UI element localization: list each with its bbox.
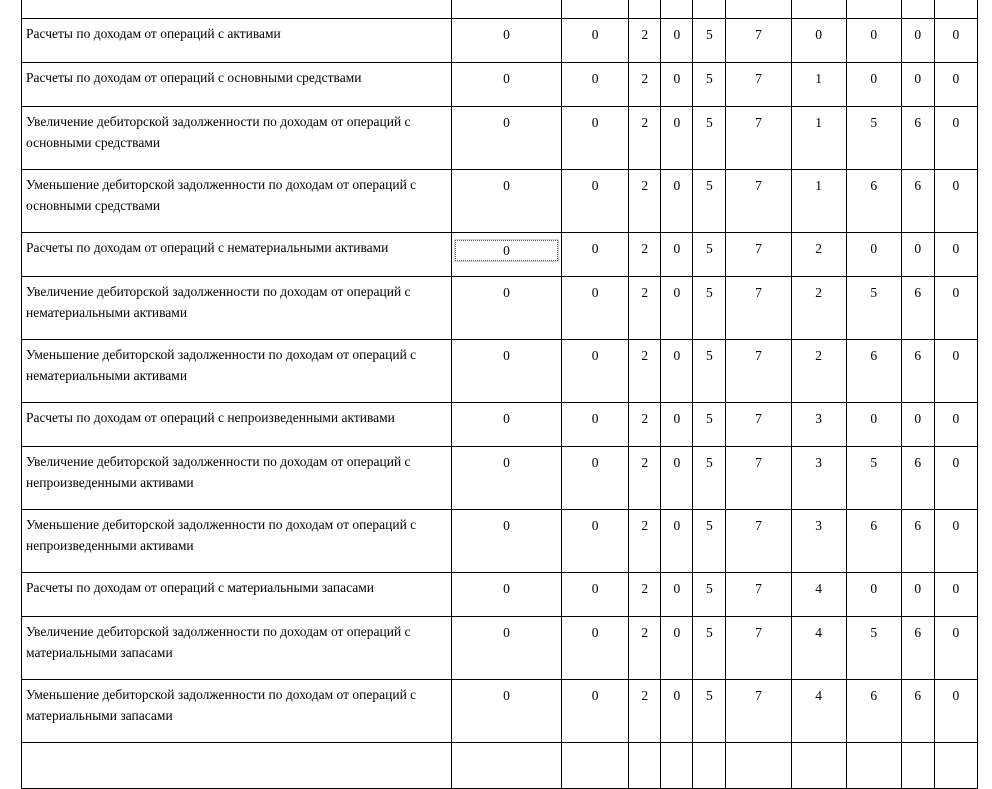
account-code-digit-cell[interactable]: 5 xyxy=(846,277,901,340)
account-name-cell[interactable]: Расчеты по доходам от операций с активами xyxy=(22,19,452,63)
account-code-digit-cell[interactable]: 7 xyxy=(726,617,791,680)
account-code-digit-cell[interactable]: 2 xyxy=(629,447,661,510)
account-name-cell[interactable]: Увеличение дебиторской задолженности по доходам от операций с основными средствами xyxy=(22,107,452,170)
table-row xyxy=(22,277,978,340)
account-code-digit-cell[interactable]: 0 xyxy=(846,63,901,107)
account-code-digit-cell[interactable]: 5 xyxy=(693,63,726,107)
account-code-digit-cell[interactable]: 5 xyxy=(693,510,726,573)
account-code-digit-cell[interactable]: 7 xyxy=(726,277,791,340)
account-code-digit-cell[interactable]: 0 xyxy=(451,107,561,170)
account-code-digit-cell[interactable]: 0 xyxy=(846,403,901,447)
account-code-digit-cell[interactable]: 7 xyxy=(726,510,791,573)
account-code-digit-cell[interactable]: 2 xyxy=(629,617,661,680)
account-code-digit-cell[interactable]: 0 xyxy=(934,170,977,233)
account-code-digit-cell[interactable]: 0 xyxy=(661,170,693,233)
account-code-digit-cell[interactable] xyxy=(901,0,934,19)
account-code-digit-cell[interactable]: 1 xyxy=(791,170,846,233)
account-code-digit-cell[interactable]: 0 xyxy=(661,340,693,403)
account-code-digit-cell[interactable]: 7 xyxy=(726,573,791,617)
account-code-digit-cell[interactable]: 0 xyxy=(661,447,693,510)
account-code-digit-cell[interactable] xyxy=(629,0,661,19)
account-code-digit-cell[interactable]: 0 xyxy=(934,510,977,573)
account-code-digit-cell[interactable]: 5 xyxy=(693,340,726,403)
account-code-digit-cell[interactable]: 0 xyxy=(901,233,934,277)
account-code-digit-cell[interactable]: 7 xyxy=(726,19,791,63)
account-name-cell[interactable] xyxy=(22,0,452,19)
table-row xyxy=(22,170,978,233)
account-code-digit-cell[interactable]: 0 xyxy=(934,617,977,680)
account-code-digit-cell[interactable]: 0 xyxy=(562,19,629,63)
account-code-digit-cell[interactable]: 6 xyxy=(901,510,934,573)
account-code-digit-cell[interactable]: 2 xyxy=(629,277,661,340)
account-code-digit-cell[interactable]: 5 xyxy=(693,170,726,233)
account-code-digit-cell[interactable] xyxy=(726,743,791,789)
account-code-digit-cell[interactable]: 0 xyxy=(451,19,561,63)
account-code-digit-cell[interactable]: 2 xyxy=(629,510,661,573)
account-code-digit-cell[interactable]: 7 xyxy=(726,447,791,510)
account-code-digit-cell[interactable]: 0 xyxy=(451,680,561,743)
account-code-digit-cell[interactable]: 6 xyxy=(901,617,934,680)
account-code-digit-cell[interactable]: 2 xyxy=(791,277,846,340)
account-code-digit-cell[interactable]: 6 xyxy=(901,277,934,340)
account-code-digit-cell[interactable]: 6 xyxy=(901,170,934,233)
account-code-digit-cell[interactable]: 0 xyxy=(451,63,561,107)
account-code-digit-cell[interactable]: 0 xyxy=(451,510,561,573)
account-code-digit-cell[interactable] xyxy=(451,0,561,19)
account-code-digit-cell[interactable]: 0 xyxy=(451,573,561,617)
account-code-digit-cell[interactable] xyxy=(693,743,726,789)
account-code-digit-cell[interactable]: 0 xyxy=(562,447,629,510)
chart-of-accounts-sheet xyxy=(21,0,978,789)
account-code-digit-cell[interactable]: 5 xyxy=(846,107,901,170)
account-code-digit-cell[interactable]: 0 xyxy=(562,680,629,743)
account-code-digit-cell[interactable]: 0 xyxy=(934,233,977,277)
account-code-digit-cell[interactable]: 0 xyxy=(562,63,629,107)
account-code-digit-cell[interactable]: 2 xyxy=(629,680,661,743)
account-code-digit-cell[interactable]: 3 xyxy=(791,447,846,510)
table-row xyxy=(22,743,978,789)
account-code-digit-cell[interactable]: 6 xyxy=(846,510,901,573)
account-code-digit-cell[interactable] xyxy=(934,743,977,789)
table-row xyxy=(22,233,978,277)
account-code-digit-cell[interactable]: 0 xyxy=(901,403,934,447)
account-code-digit-cell[interactable]: 5 xyxy=(693,107,726,170)
account-name-cell[interactable]: Уменьшение дебиторской задолженности по доходам от операций с нематериальными активами xyxy=(22,340,452,403)
table-row xyxy=(22,63,978,107)
account-code-digit-cell[interactable]: 0 xyxy=(562,617,629,680)
table-row xyxy=(22,510,978,573)
table-row xyxy=(22,340,978,403)
account-code-digit-cell[interactable] xyxy=(661,0,693,19)
account-code-digit-cell[interactable]: 0 xyxy=(791,19,846,63)
account-code-digit-cell[interactable]: 0 xyxy=(934,340,977,403)
table-row xyxy=(22,447,978,510)
account-code-digit-cell[interactable]: 0 xyxy=(661,233,693,277)
account-code-digit-cell[interactable]: 0 xyxy=(562,277,629,340)
account-code-digit-cell[interactable]: 5 xyxy=(846,447,901,510)
account-name-cell[interactable]: Увеличение дебиторской задолженности по доходам от операций с непроизведенными активами xyxy=(22,447,452,510)
account-code-digit-cell[interactable]: 0 xyxy=(661,107,693,170)
account-code-digit-cell[interactable] xyxy=(791,743,846,789)
account-code-digit-cell[interactable]: 0 xyxy=(661,19,693,63)
account-code-digit-cell[interactable]: 0 xyxy=(934,277,977,340)
account-code-digit-cell[interactable]: 1 xyxy=(791,107,846,170)
account-name-cell[interactable]: Уменьшение дебиторской задолженности по доходам от операций с основными средствами xyxy=(22,170,452,233)
selected-cell[interactable] xyxy=(451,233,561,277)
account-code-digit-cell[interactable]: 7 xyxy=(726,63,791,107)
account-code-digit-cell[interactable]: 2 xyxy=(629,107,661,170)
account-code-digit-cell[interactable]: 5 xyxy=(693,573,726,617)
account-code-digit-cell[interactable]: 7 xyxy=(726,170,791,233)
account-code-digit-cell[interactable]: 0 xyxy=(562,340,629,403)
account-code-digit-cell[interactable]: 5 xyxy=(693,680,726,743)
account-code-digit-cell[interactable]: 0 xyxy=(661,617,693,680)
account-code-digit-cell[interactable]: 0 xyxy=(562,573,629,617)
account-code-digit-cell[interactable]: 0 xyxy=(451,617,561,680)
account-code-digit-cell[interactable]: 4 xyxy=(791,573,846,617)
account-code-digit-cell[interactable]: 0 xyxy=(901,573,934,617)
account-code-digit-cell[interactable]: 0 xyxy=(451,447,561,510)
account-code-digit-cell[interactable] xyxy=(629,743,661,789)
account-name-cell[interactable]: Расчеты по доходам от операций с основными средствами xyxy=(22,63,452,107)
account-code-digit-cell[interactable] xyxy=(693,0,726,19)
cell-focus-outline[interactable]: 0 xyxy=(455,240,558,261)
account-code-digit-cell[interactable]: 6 xyxy=(846,170,901,233)
account-name-cell[interactable]: Увеличение дебиторской задолженности по доходам от операций с материальными запасами xyxy=(22,617,452,680)
account-code-digit-cell[interactable]: 5 xyxy=(693,277,726,340)
account-code-digit-cell[interactable]: 0 xyxy=(846,233,901,277)
account-code-digit-cell[interactable]: 6 xyxy=(846,680,901,743)
table-row xyxy=(22,19,978,63)
account-code-digit-cell[interactable]: 7 xyxy=(726,340,791,403)
account-code-digit-cell[interactable]: 5 xyxy=(846,617,901,680)
account-code-digit-cell[interactable]: 0 xyxy=(846,573,901,617)
account-code-digit-cell[interactable]: 2 xyxy=(791,233,846,277)
account-name-cell[interactable]: Увеличение дебиторской задолженности по доходам от операций с нематериальными активами xyxy=(22,277,452,340)
account-code-digit-cell[interactable]: 0 xyxy=(661,63,693,107)
account-code-digit-cell[interactable]: 0 xyxy=(451,340,561,403)
account-code-digit-cell[interactable]: 0 xyxy=(661,403,693,447)
account-code-digit-cell[interactable]: 0 xyxy=(934,403,977,447)
account-code-digit-cell[interactable]: 0 xyxy=(661,573,693,617)
account-name-cell[interactable] xyxy=(22,743,452,789)
account-code-digit-cell[interactable]: 2 xyxy=(629,403,661,447)
account-code-digit-cell[interactable] xyxy=(726,0,791,19)
account-code-digit-cell[interactable]: 4 xyxy=(791,617,846,680)
account-code-digit-cell[interactable]: 6 xyxy=(901,340,934,403)
account-code-digit-cell[interactable]: 0 xyxy=(451,170,561,233)
account-code-digit-cell[interactable]: 0 xyxy=(901,63,934,107)
account-code-digit-cell[interactable] xyxy=(846,743,901,789)
account-code-digit-cell[interactable]: 0 xyxy=(934,107,977,170)
account-code-digit-cell[interactable]: 0 xyxy=(562,170,629,233)
table-row xyxy=(22,573,978,617)
account-name-cell[interactable]: Расчеты по доходам от операций с нематериальными активами xyxy=(22,233,452,277)
account-code-digit-cell[interactable]: 0 xyxy=(661,277,693,340)
account-code-digit-cell[interactable]: 0 xyxy=(934,680,977,743)
table-row xyxy=(22,107,978,170)
account-code-digit-cell[interactable]: 5 xyxy=(693,617,726,680)
account-code-digit-cell[interactable]: 0 xyxy=(661,680,693,743)
account-code-digit-cell[interactable]: 7 xyxy=(726,403,791,447)
account-code-digit-cell[interactable]: 6 xyxy=(846,340,901,403)
account-code-digit-cell[interactable]: 1 xyxy=(791,63,846,107)
account-code-digit-cell[interactable]: 0 xyxy=(562,107,629,170)
account-code-digit-cell[interactable] xyxy=(562,0,629,19)
account-code-digit-cell[interactable]: 3 xyxy=(791,403,846,447)
account-code-digit-cell[interactable]: 2 xyxy=(791,340,846,403)
account-code-digit-cell[interactable]: 2 xyxy=(629,170,661,233)
account-code-digit-cell[interactable]: 6 xyxy=(901,447,934,510)
account-code-digit-cell[interactable]: 3 xyxy=(791,510,846,573)
account-code-digit-cell[interactable]: 7 xyxy=(726,233,791,277)
account-code-digit-cell[interactable]: 0 xyxy=(846,19,901,63)
account-code-digit-cell[interactable]: 0 xyxy=(451,403,561,447)
account-code-digit-cell[interactable] xyxy=(934,0,977,19)
account-code-digit-cell[interactable]: 5 xyxy=(693,447,726,510)
account-code-digit-cell[interactable]: 2 xyxy=(629,233,661,277)
account-code-digit-cell[interactable]: 0 xyxy=(934,447,977,510)
account-code-digit-cell[interactable] xyxy=(661,743,693,789)
account-code-digit-cell[interactable] xyxy=(901,743,934,789)
account-code-digit-cell[interactable]: 0 xyxy=(562,510,629,573)
account-name-cell[interactable]: Уменьшение дебиторской задолженности по доходам от операций с непроизведенными активами xyxy=(22,510,452,573)
account-code-digit-cell[interactable]: 7 xyxy=(726,107,791,170)
account-code-digit-cell[interactable]: 0 xyxy=(934,63,977,107)
account-name-cell[interactable]: Расчеты по доходам от операций с непроизведенными активами xyxy=(22,403,452,447)
table-row xyxy=(22,403,978,447)
account-code-digit-cell[interactable]: 0 xyxy=(562,403,629,447)
account-code-digit-cell[interactable]: 0 xyxy=(451,277,561,340)
account-code-digit-cell[interactable]: 0 xyxy=(934,19,977,63)
account-name-cell[interactable]: Уменьшение дебиторской задолженности по доходам от операций с материальными запасами xyxy=(22,680,452,743)
account-code-digit-cell[interactable]: 5 xyxy=(693,19,726,63)
account-code-digit-cell[interactable]: 4 xyxy=(791,680,846,743)
account-code-digit-cell[interactable]: 0 xyxy=(661,510,693,573)
account-code-digit-cell[interactable] xyxy=(846,0,901,19)
account-code-digit-cell[interactable]: 2 xyxy=(629,573,661,617)
account-code-digit-cell[interactable]: 0 xyxy=(901,19,934,63)
account-code-digit-cell[interactable]: 0 xyxy=(934,573,977,617)
chart-of-accounts-table xyxy=(21,0,978,789)
table-row xyxy=(22,680,978,743)
account-code-digit-cell[interactable]: 7 xyxy=(726,680,791,743)
account-code-digit-cell[interactable]: 2 xyxy=(629,19,661,63)
account-code-digit-cell[interactable] xyxy=(451,743,561,789)
table-row xyxy=(22,617,978,680)
table-row xyxy=(22,0,978,19)
account-code-digit-cell[interactable]: 0 xyxy=(562,233,629,277)
account-code-digit-cell[interactable]: 5 xyxy=(693,403,726,447)
account-code-digit-cell[interactable]: 2 xyxy=(629,340,661,403)
account-name-cell[interactable]: Расчеты по доходам от операций с материальными запасами xyxy=(22,573,452,617)
account-code-digit-cell[interactable] xyxy=(562,743,629,789)
account-code-digit-cell[interactable]: 2 xyxy=(629,63,661,107)
account-code-digit-cell[interactable]: 5 xyxy=(693,233,726,277)
account-code-digit-cell[interactable]: 6 xyxy=(901,680,934,743)
account-code-digit-cell[interactable]: 6 xyxy=(901,107,934,170)
account-code-digit-cell[interactable] xyxy=(791,0,846,19)
